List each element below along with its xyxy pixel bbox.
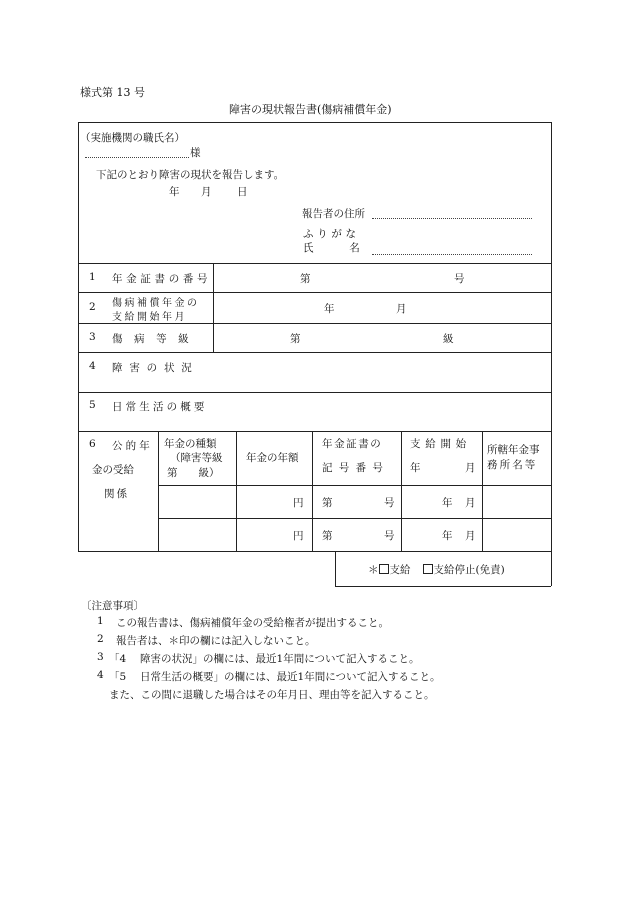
header-office-2: 務所名等 — [487, 459, 538, 471]
row-1-dai: 第 — [300, 273, 311, 285]
header-office-1: 所轄年金事 — [487, 444, 540, 456]
dai-label: 第 — [322, 497, 333, 509]
suspension-option-label: 支給停止(免責) — [433, 564, 505, 576]
header-start-year: 年 — [410, 462, 421, 474]
row-4-label: 障害の状況 — [112, 362, 199, 374]
row-2-year: 年 — [324, 303, 335, 315]
row-3-num: 3 — [89, 331, 96, 343]
month-label: 月 — [465, 530, 476, 542]
note-3-text: 「4 障害の状況」の欄には、最近1年間について記入すること。 — [109, 653, 420, 665]
row-2-label-2: 支給開始年月 — [112, 312, 187, 323]
yen-unit: 円 — [293, 497, 304, 509]
row-4-num: 4 — [89, 360, 96, 372]
row-1-go: 号 — [454, 273, 465, 285]
payment-checkbox[interactable] — [379, 564, 389, 574]
note-2-text: 報告者は、＊印の欄には記入しないこと。 — [116, 635, 316, 647]
address-field[interactable] — [372, 218, 532, 219]
row-3-dai: 第 — [290, 333, 301, 345]
header-type-2: （障害等級 — [170, 452, 223, 464]
go-label: 号 — [384, 497, 395, 509]
row-3-label: 傷病等級 — [112, 333, 201, 345]
header-cert-1: 年金証書の — [322, 438, 383, 450]
row-1-label: 年金証書の番号 — [112, 273, 212, 285]
row-3-kyu: 級 — [443, 333, 454, 345]
suspension-checkbox[interactable] — [423, 564, 433, 574]
header-type-3: 第 級） — [167, 467, 220, 479]
row-2-num: 2 — [89, 301, 96, 313]
row-6-label-3: 関係 — [104, 488, 130, 500]
note-4-text: 「5 日常生活の概要」の欄には、最近1年間について記入すること。 — [109, 671, 441, 683]
date-day: 日 — [237, 186, 248, 198]
row-2-month: 月 — [396, 303, 407, 315]
sama-label: 様 — [190, 147, 201, 159]
org-name-line[interactable] — [85, 157, 189, 158]
row-5-num: 5 — [89, 399, 96, 411]
row-1-num: 1 — [89, 271, 96, 283]
row-2-label-1: 傷病補償年金の — [112, 298, 200, 309]
asterisk-mark: ＊ — [368, 564, 379, 576]
name-field[interactable] — [372, 254, 532, 255]
note-4-num: 4 — [97, 669, 104, 681]
date-month: 月 — [201, 186, 212, 198]
org-label: （実施機関の職氏名） — [80, 132, 185, 144]
address-label: 報告者の住所 — [302, 208, 365, 220]
row-6-num: 6 — [89, 438, 96, 450]
notes-heading: 〔注意事項〕 — [81, 600, 144, 612]
header-cert-2: 記号番号 — [322, 462, 390, 474]
header-amount: 年金の年額 — [246, 452, 299, 464]
report-statement: 下記のとおり障害の現状を報告します。 — [96, 169, 285, 181]
header-start-month: 月 — [465, 462, 476, 474]
year-label: 年 — [442, 497, 453, 509]
payment-option-label: 支給 — [389, 564, 411, 576]
page-title: 障害の現状報告書(傷病補償年金) — [229, 103, 392, 116]
go-label: 号 — [384, 530, 395, 542]
note-continuation: また、この間に退職した場合はその年月日、理由等を記入すること。 — [109, 689, 435, 701]
note-1-num: 1 — [97, 615, 104, 627]
furigana-label: ふりがな — [303, 228, 360, 240]
month-label: 月 — [465, 497, 476, 509]
form-number: 様式第 13 号 — [80, 86, 145, 99]
year-label: 年 — [442, 530, 453, 542]
row-6-label-1: 公的年 — [112, 440, 153, 452]
row-5-label: 日常生活の概要 — [112, 401, 208, 413]
name-label: 氏名 — [303, 242, 396, 254]
payment-status-box — [368, 562, 505, 577]
dai-label: 第 — [322, 530, 333, 542]
note-2-num: 2 — [97, 633, 104, 645]
header-start-1: 支給開始 — [410, 438, 471, 450]
note-3-num: 3 — [97, 651, 104, 663]
date-year: 年 — [169, 186, 180, 198]
header-type-1: 年金の種類 — [164, 438, 217, 450]
yen-unit: 円 — [293, 530, 304, 542]
note-1-text: この報告書は、傷病補償年金の受給権者が提出すること。 — [116, 617, 389, 629]
row-6-label-2: 金の受給 — [92, 464, 134, 476]
